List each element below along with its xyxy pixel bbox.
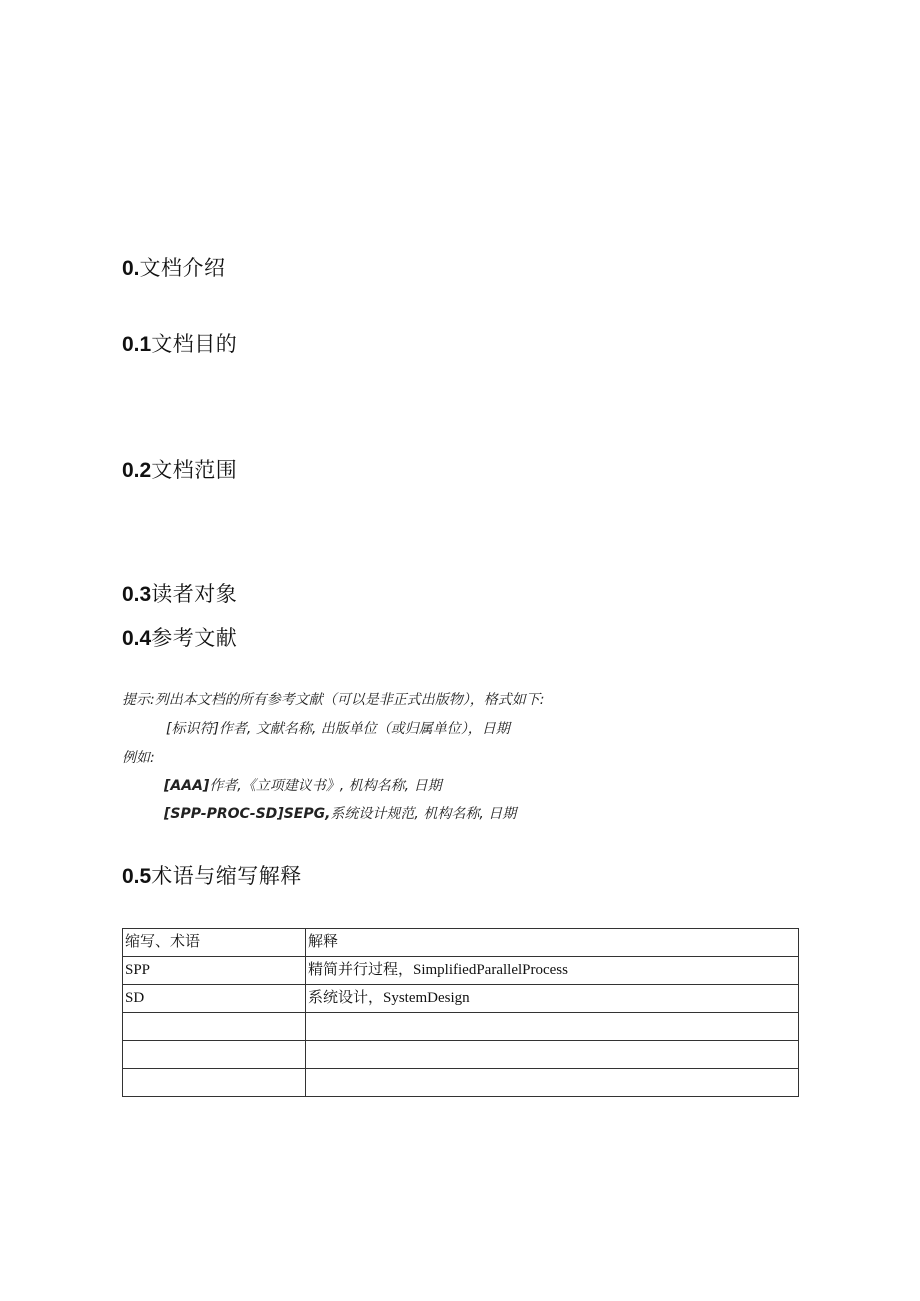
heading-0-number: 0.: [122, 257, 140, 280]
table-row: [123, 1013, 799, 1041]
reference-example-2-id: [SPP-PROC-SD]SEPG,: [164, 806, 331, 822]
heading-0-3-number: 0.3: [122, 583, 152, 606]
reference-format: [标识符]作者, 文献名称, 出版单位（或归属单位），日期: [166, 721, 510, 737]
heading-0-5-number: 0.5: [122, 865, 152, 888]
heading-0-3-title: 读者对象: [151, 582, 238, 606]
table-row: [123, 985, 799, 1013]
heading-0-1-title: 文档目的: [151, 332, 238, 356]
reference-example-1-text: 作者,《立项建议书》, 机构名称, 日期: [209, 778, 442, 794]
table-cell: [123, 1041, 306, 1069]
heading-0-2-title: 文档范围: [151, 458, 238, 482]
table-row: [123, 1041, 799, 1069]
reference-example-2-text: 系统设计规范, 机构名称, 日期: [330, 806, 517, 822]
table-row: [123, 957, 799, 985]
reference-hint: 提示:列出本文档的所有参考文献（可以是非正式出版物），格式如下:: [122, 692, 545, 708]
table-cell: SD: [123, 985, 306, 1013]
heading-0-4-title: 参考文献: [151, 626, 238, 650]
table-header-cell: 解释: [306, 929, 799, 957]
table-cell: [123, 1069, 306, 1097]
reference-example-1: [164, 776, 442, 796]
heading-0-5: [122, 862, 302, 891]
heading-0-3: [122, 580, 237, 609]
heading-0-2: [122, 456, 237, 485]
heading-0-title: 文档介绍: [139, 256, 226, 280]
heading-0-5-title: 术语与缩写解释: [151, 864, 302, 888]
heading-0: [122, 254, 226, 283]
table-cell: SPP: [123, 957, 306, 985]
table-cell: 系统设计，SystemDesign: [306, 985, 799, 1013]
heading-0-4-number: 0.4: [122, 627, 152, 650]
table-cell: 精简并行过程，SimplifiedParallelProcess: [306, 957, 799, 985]
table-header-cell: 缩写、术语: [123, 929, 306, 957]
table-header-row: [123, 929, 799, 957]
heading-0-2-number: 0.2: [122, 459, 152, 482]
table-cell: [123, 1013, 306, 1041]
example-label: 例如:: [122, 750, 155, 766]
heading-0-4: [122, 624, 237, 653]
table-cell: [306, 1041, 799, 1069]
table-row: [123, 1069, 799, 1097]
reference-example-1-id: [AAA]: [164, 778, 210, 794]
glossary-table: [122, 928, 799, 1097]
reference-example-2: [164, 804, 516, 824]
table-cell: [306, 1069, 799, 1097]
heading-0-1: [122, 330, 237, 359]
heading-0-1-number: 0.1: [122, 333, 152, 356]
table-cell: [306, 1013, 799, 1041]
